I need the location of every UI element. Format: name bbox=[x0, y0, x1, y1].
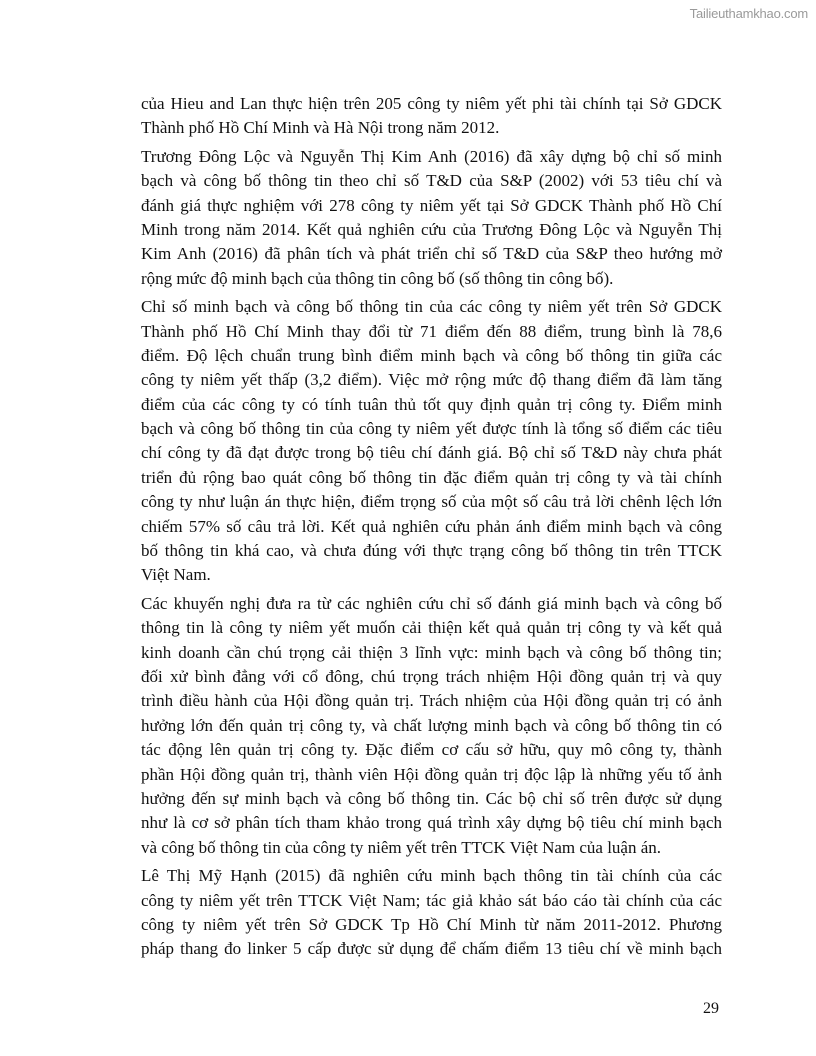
paragraph bbox=[141, 145, 722, 291]
text-line: bố thông tin khá cao, và chưa đúng với thực trạng công bố thông tin trên TTCK bbox=[141, 541, 722, 561]
text-line: điểm. Độ lệch chuẩn trung bình điểm minh bạch và công bố thông tin giữa các bbox=[141, 345, 722, 365]
text-line: Lê Thị Mỹ Hạnh (2015) đã nghiên cứu minh bạch thông tin tài chính của các bbox=[141, 866, 722, 886]
page-number: 29 bbox=[703, 1000, 719, 1017]
text-line: Thành phố Hồ Chí Minh và Hà Nội trong năm 2012. bbox=[141, 118, 500, 138]
watermark: Tailieuthamkhao.com bbox=[689, 6, 808, 21]
paragraph bbox=[141, 592, 722, 860]
text-line: kinh doanh cần chú trọng cải thiện 3 lĩnh vực: minh bạch và công bố thông tin; bbox=[141, 642, 722, 662]
paragraph bbox=[141, 864, 722, 962]
text-line: tác động lên quản trị công ty. Đặc điểm cơ cấu sở hữu, quy mô công ty, thành bbox=[141, 740, 722, 760]
text-line: công ty như luận án thực hiện, điểm trọng số của một số câu trả lời chênh lệch lớn bbox=[141, 492, 722, 512]
text-line: Chỉ số minh bạch và công bố thông tin của các công ty niêm yết trên Sở GDCK bbox=[141, 297, 722, 317]
text-line: công ty niêm yết trên Sở GDCK Tp Hồ Chí Minh từ năm 2011-2012. Phương bbox=[141, 914, 722, 934]
text-line: triển đủ rộng bao quát công bố thông tin đặc điểm quản trị công ty và tài chính bbox=[141, 467, 722, 487]
text-line: và công bố thông tin của công ty niêm yết trên TTCK Việt Nam của luận án. bbox=[141, 837, 662, 857]
text-line: chí công ty đã đạt được trong bộ tiêu chí đánh giá. Bộ chỉ số T&D này chưa phát bbox=[141, 443, 722, 463]
text-line: Minh trong năm 2014. Kết quả nghiên cứu của Trương Đông Lộc và Nguyễn Thị bbox=[141, 219, 722, 239]
text-line: hưởng đến sự minh bạch và công bố thông tin. Các bộ chỉ số trên được sử dụng bbox=[141, 788, 722, 808]
text-line: pháp thang đo linker 5 cấp được sử dụng để chấm điểm 13 tiêu chí về minh bạch bbox=[141, 939, 722, 959]
text-line: điểm của các công ty có tính tuân thủ tốt quy định quản trị công ty. Điểm minh bbox=[141, 394, 722, 414]
text-line: công ty niêm yết thấp (3,2 điểm). Việc mở rộng mức độ thang điểm đã làm tăng bbox=[141, 370, 722, 390]
document-body bbox=[141, 92, 722, 966]
text-line: Thành phố Hồ Chí Minh thay đổi từ 71 điểm đến 88 điểm, trung bình là 78,6 bbox=[141, 321, 722, 341]
paragraph bbox=[141, 92, 722, 141]
text-line: thông tin là công ty niêm yết muốn cải thiện kết quả quản trị công ty và kết quả bbox=[141, 618, 722, 638]
text-line: trình điều hành của Hội đồng quản trị. Trách nhiệm của Hội đồng quản trị có ảnh bbox=[141, 691, 722, 711]
text-line: đối xử bình đẳng với cổ đông, chú trọng trách nhiệm Hội đồng quản trị và quy bbox=[141, 666, 722, 686]
text-line: phần Hội đồng quản trị, thành viên Hội đồng quản trị độc lập là những yếu tố ảnh bbox=[141, 764, 722, 784]
text-line: Kim Anh (2016) đã phân tích và phát triển chỉ số T&D của S&P theo hướng mở bbox=[141, 244, 722, 264]
text-line: như là cơ sở phân tích tham khảo trong quá trình xây dựng bộ tiêu chí minh bạch bbox=[141, 813, 722, 833]
paragraph bbox=[141, 295, 722, 588]
text-line: Các khuyến nghị đưa ra từ các nghiên cứu chỉ số đánh giá minh bạch và công bố bbox=[141, 593, 722, 613]
text-line: bạch và công bố thông tin của công ty niêm yết được tính là tổng số điểm các tiêu bbox=[141, 419, 722, 439]
text-line: đánh giá thực nghiệm với 278 công ty niêm yết tại Sở GDCK Thành phố Hồ Chí bbox=[141, 195, 722, 215]
text-line: Việt Nam. bbox=[141, 565, 211, 585]
text-line: bạch và công bố thông tin theo chỉ số T&D của S&P (2002) với 53 tiêu chí và bbox=[141, 171, 722, 191]
text-line: rộng mức độ minh bạch của thông tin công bố (số thông tin công bố). bbox=[141, 268, 614, 288]
text-line: công ty niêm yết trên TTCK Việt Nam; tác giả khảo sát báo cáo tài chính của các bbox=[141, 890, 722, 910]
text-line: chiếm 57% số câu trả lời. Kết quả nghiên cứu phản ánh điểm minh bạch và công bbox=[141, 516, 722, 536]
text-line: Trương Đông Lộc và Nguyễn Thị Kim Anh (2016) đã xây dựng bộ chỉ số minh bbox=[141, 146, 722, 166]
text-line: của Hieu and Lan thực hiện trên 205 công ty niêm yết phi tài chính tại Sở GDCK bbox=[141, 94, 722, 113]
text-line: hưởng lớn đến quản trị công ty, và chất lượng minh bạch và công bố thông tin có bbox=[141, 715, 722, 735]
